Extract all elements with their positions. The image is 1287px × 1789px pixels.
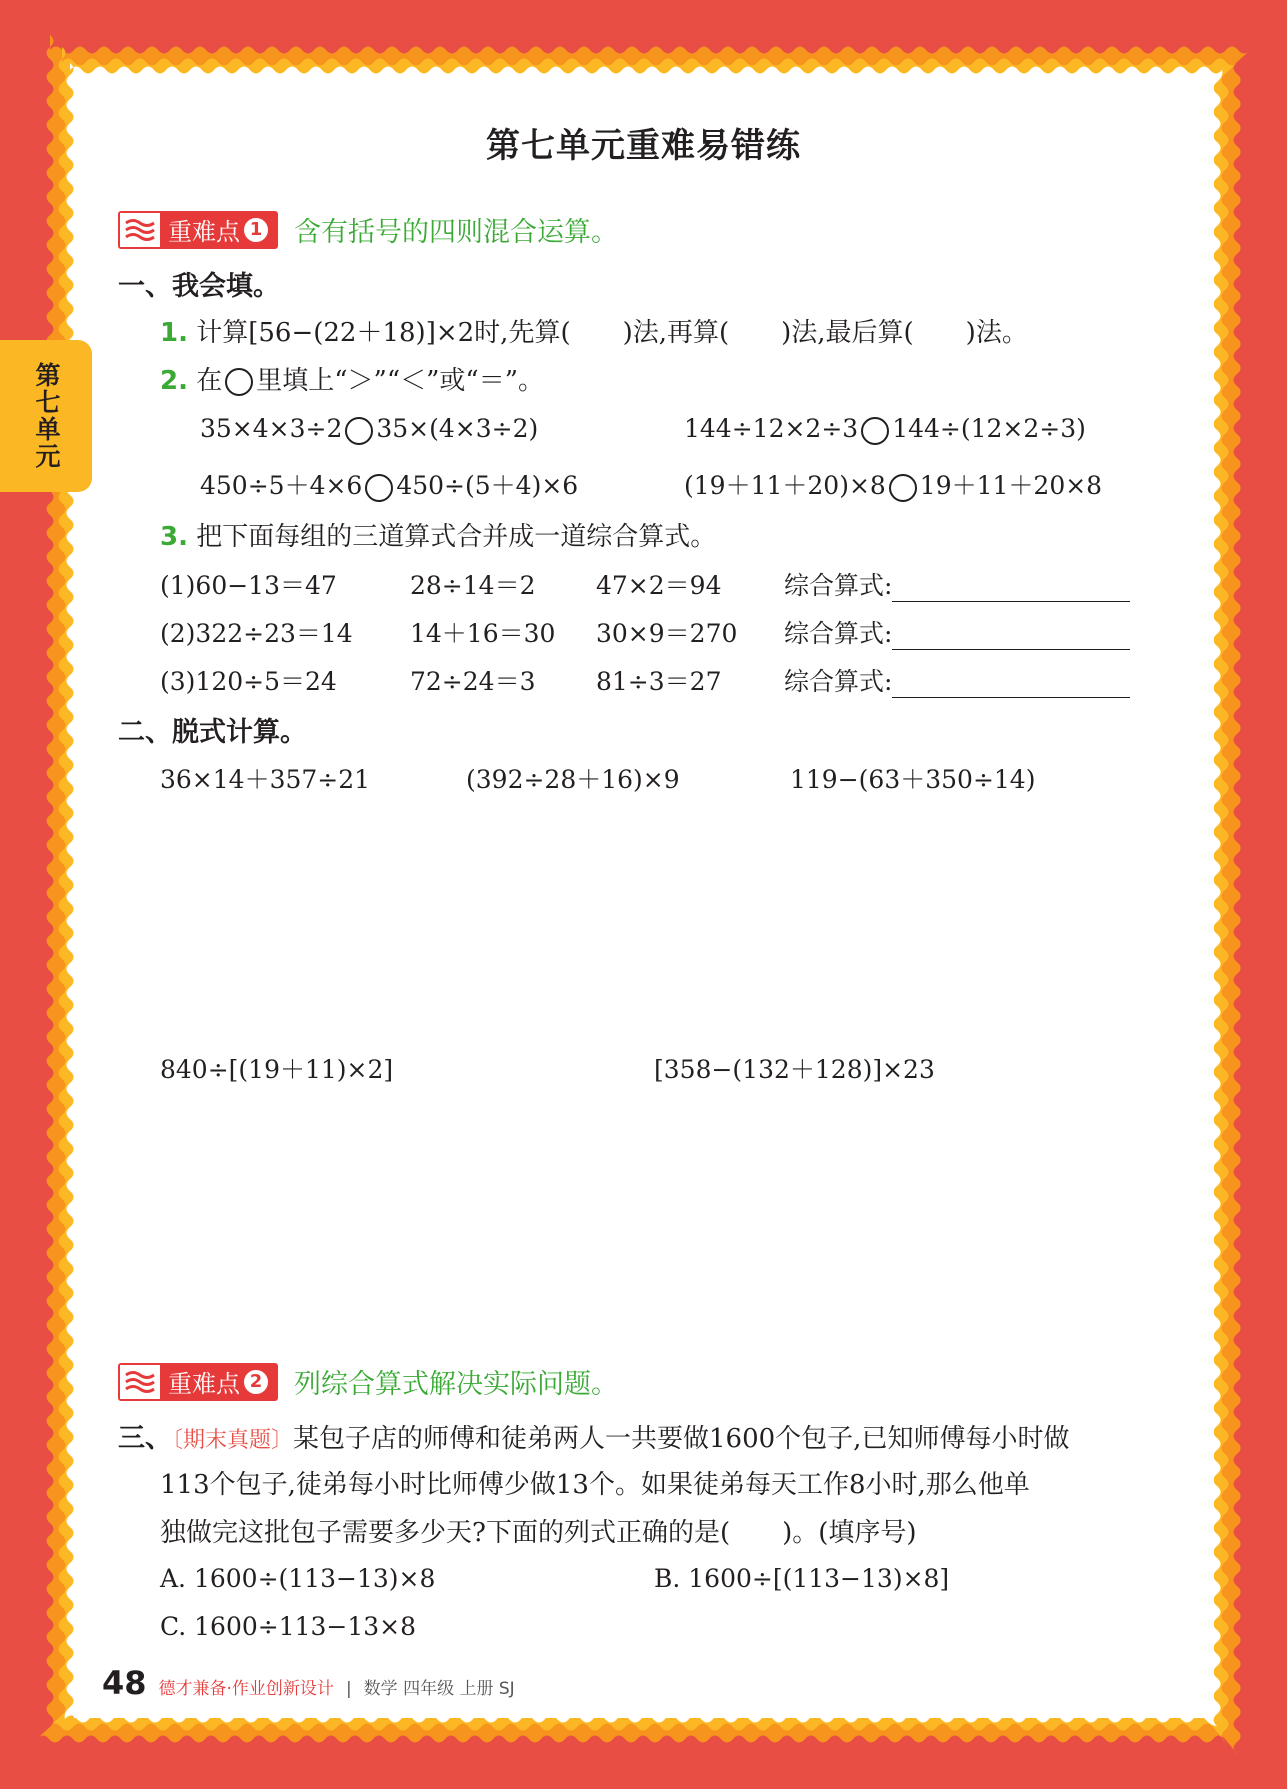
- key-point-1-topic: 含有括号的四则混合运算。: [294, 217, 618, 248]
- key-point-2-number: 2: [244, 1370, 268, 1394]
- compare-expr: 450÷(5＋4)×6: [396, 471, 579, 500]
- calc-4: 840÷[(19＋11)×2]: [160, 1055, 394, 1084]
- question-3: [160, 516, 716, 553]
- answer-circle[interactable]: [861, 417, 889, 445]
- compare-row-2-left: [200, 466, 578, 502]
- answer-label: 综合算式:: [784, 571, 893, 600]
- option-b: B. 1600÷[(113−13)×8]: [654, 1564, 950, 1593]
- answer-circle[interactable]: [889, 474, 917, 502]
- key-point-1-number: 1: [244, 218, 268, 242]
- question-2-text-b: 里填上“＞”“＜”或“＝”。: [256, 366, 545, 396]
- question-1-number: 1.: [160, 318, 188, 348]
- question-2: [160, 360, 544, 397]
- compare-row-1-left: [200, 414, 538, 445]
- group-3-a: (3)120÷5＝24: [160, 667, 337, 696]
- option-c: C. 1600÷113−13×8: [160, 1612, 417, 1641]
- question-3-number: 3.: [160, 522, 188, 552]
- answer-blank[interactable]: [892, 671, 1130, 698]
- footer-separator: |: [345, 1679, 352, 1699]
- key-point-1-header: [118, 210, 618, 249]
- group-2-b: 14＋16＝30: [410, 619, 556, 648]
- compare-expr: 19＋11＋20×8: [919, 471, 1103, 500]
- key-point-1-badge: [118, 211, 278, 249]
- wave-lines-icon: [120, 213, 160, 247]
- group-1-c: 47×2＝94: [596, 571, 722, 600]
- problem-line-2: 113个包子,徒弟每小时比师傅少做13个。如果徒弟每天工作8小时,那么他单: [160, 1470, 1030, 1500]
- key-point-2-badge: [118, 1363, 278, 1401]
- compare-expr: 35×4×3÷2: [200, 414, 343, 443]
- answer-blank[interactable]: [892, 575, 1130, 602]
- section-1-heading: 一、我会填。: [118, 271, 280, 302]
- group-1-b: 28÷14＝2: [410, 571, 536, 600]
- group-3-b: 72÷24＝3: [410, 667, 536, 696]
- problem-line-1: 某包子店的师傅和徒弟两人一共要做1600个包子,已知师傅每小时做: [293, 1424, 1070, 1454]
- section-3-prefix: 三、: [118, 1423, 172, 1454]
- group-2-c: 30×9＝270: [596, 619, 738, 648]
- answer-label: 综合算式:: [784, 667, 893, 696]
- calc-3: 119−(63＋350÷14): [790, 765, 1036, 794]
- answer-circle[interactable]: [345, 417, 373, 445]
- answer-blank[interactable]: [892, 623, 1130, 650]
- problem-line-3: 独做完这批包子需要多少天?下面的列式正确的是( )。(填序号): [160, 1518, 917, 1548]
- group-1-answer: [784, 566, 1130, 602]
- key-point-2-topic: 列综合算式解决实际问题。: [294, 1369, 618, 1400]
- calc-1: 36×14＋357÷21: [160, 765, 371, 794]
- group-3-answer: [784, 662, 1130, 698]
- compare-expr: 450÷5＋4×6: [200, 471, 363, 500]
- unit-side-tab: [0, 340, 92, 492]
- page-title: 第七单元重难易错练: [486, 126, 801, 166]
- footer-info: 数学 四年级 上册 SJ: [363, 1679, 515, 1699]
- compare-expr: 35×(4×3÷2): [376, 414, 539, 443]
- key-point-2-label: 重难点: [168, 1370, 240, 1398]
- answer-circle[interactable]: [365, 474, 393, 502]
- option-a: A. 1600÷(113−13)×8: [160, 1564, 436, 1593]
- group-2-answer: [784, 614, 1130, 650]
- compare-row-1-right: [684, 414, 1086, 445]
- group-2-a: (2)322÷23＝14: [160, 619, 353, 648]
- key-point-1-label: 重难点: [168, 218, 240, 246]
- compare-expr: 144÷12×2÷3: [684, 414, 859, 443]
- page-footer: [102, 1664, 515, 1702]
- question-2-number: 2.: [160, 366, 188, 396]
- group-1-a: (1)60−13＝47: [160, 571, 337, 600]
- key-point-2-header: [118, 1362, 618, 1401]
- question-3-text: 把下面每组的三道算式合并成一道综合算式。: [196, 522, 717, 552]
- section-3-line-1: [118, 1416, 1069, 1455]
- section-2-heading: 二、脱式计算。: [118, 717, 307, 748]
- compare-circle-icon: [225, 368, 253, 396]
- exam-tag: 〔期末真题〕: [172, 1428, 294, 1453]
- compare-expr: 144÷(12×2÷3): [892, 414, 1086, 443]
- question-1-text: 计算[56−(22＋18)]×2时,先算( )法,再算( )法,最后算( )法。: [196, 318, 1028, 348]
- footer-brand: 德才兼备·作业创新设计: [158, 1679, 334, 1699]
- group-3-c: 81÷3＝27: [596, 667, 722, 696]
- unit-side-tab-label: 第七单元: [32, 362, 61, 470]
- wave-lines-icon: [120, 1365, 160, 1399]
- question-2-text-a: 在: [196, 366, 223, 396]
- question-1: [160, 312, 1028, 349]
- compare-expr: (19＋11＋20)×8: [684, 471, 886, 500]
- page-number: 48: [102, 1664, 147, 1702]
- compare-row-2-right: [684, 466, 1102, 502]
- calc-5: [358−(132＋128)]×23: [654, 1055, 935, 1084]
- calc-2: (392÷28＋16)×9: [466, 765, 680, 794]
- answer-label: 综合算式:: [784, 619, 893, 648]
